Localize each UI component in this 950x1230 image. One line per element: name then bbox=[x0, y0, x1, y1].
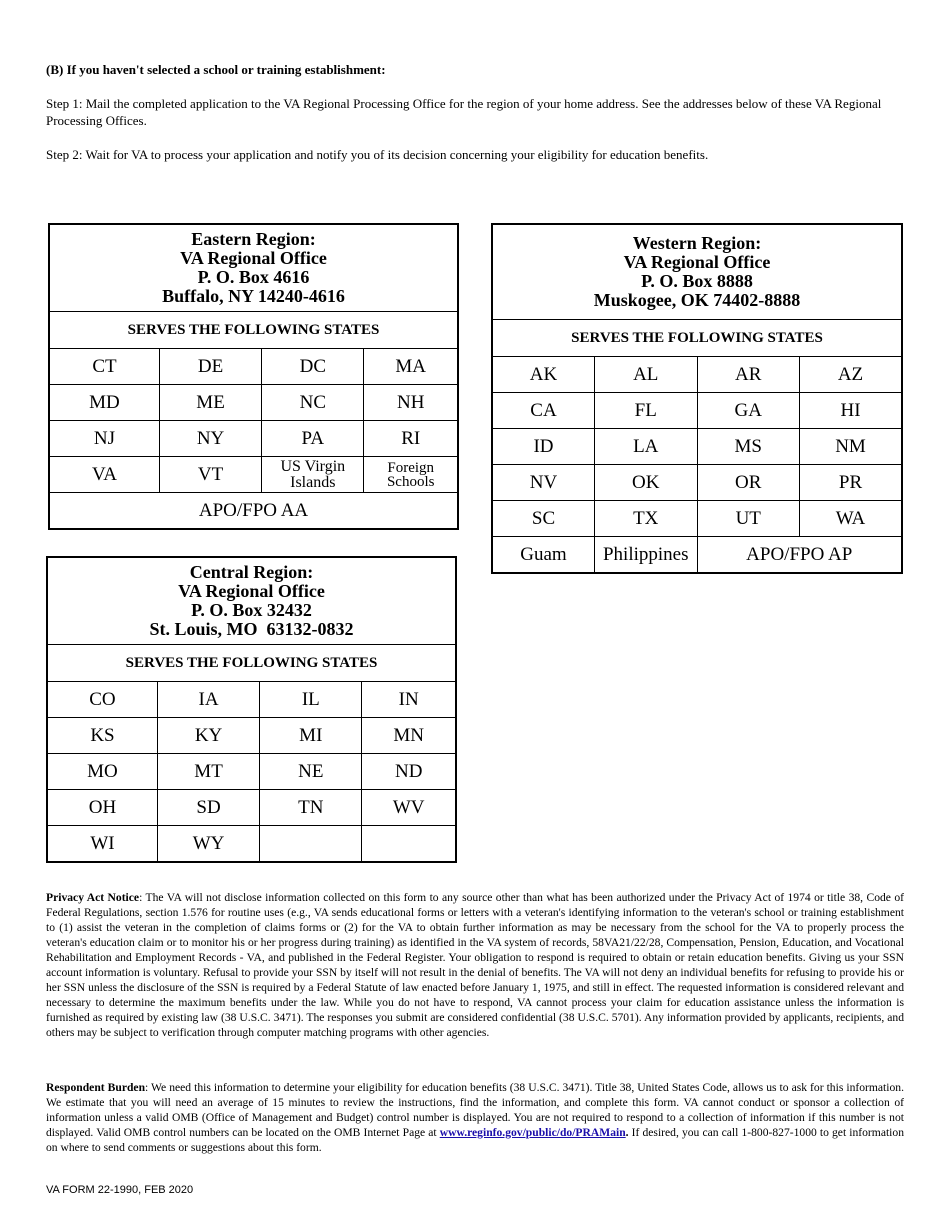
state-cell: CT bbox=[49, 349, 159, 385]
empty-cell bbox=[362, 826, 456, 863]
state-cell: NH bbox=[364, 385, 458, 421]
state-cell: NJ bbox=[49, 421, 159, 457]
city-state-zip: St. Louis, MO 63132-0832 bbox=[149, 619, 354, 639]
respondent-burden-text: : We need this information to determine your eligibility for education benefits (38 U.S.C. 3471). Title 38, United States Code, allows us to ask for this information. We estimate that you will need an average of 15 minutes to review the instructions, find the information, and complete this form. VA cannot conduct or sponsor a collection of information unless a valid OMB (Office of Management and Budget) control number is displayed. You are not required to respond to a collection of information if this number is not displayed. Valid OMB control numbers can be located on the OMB Internet Page at bbox=[46, 1081, 904, 1139]
state-cell: KS bbox=[47, 718, 157, 754]
state-cell: HI bbox=[800, 393, 903, 429]
state-cell: NM bbox=[800, 429, 903, 465]
state-cell: WV bbox=[362, 790, 456, 826]
eastern-region-table bbox=[48, 223, 459, 530]
omb-link[interactable]: www.reginfo.gov/public/do/PRAMain bbox=[439, 1126, 626, 1139]
office-name: VA Regional Office bbox=[180, 248, 327, 268]
privacy-notice-text: : The VA will not disclose information collected on this form to any source other than what has been authorized under the Privacy Act of 1974 or title 38, Code of Federal Regulations, section 1.576 for routine uses (e.g., VA sends educational forms or letters with a veteran's identifying information to the veteran's school or training establishment to (1) assist the veteran in the completion of claims forms or (2) for the VA to obtain further information as may be necessary from the school for the VA to properly process the veteran's education claim or to monitor his or her progress during training) as identified in the VA system of records, 58VA21/22/28, Compensation, Pension, Education, and Vocational Rehabilitation and Employment Records - VA, and published in the Federal Register. Your obligation to respond is required to obtain or retain education benefits. Giving us your SSN account information is voluntary. Refusal to provide your SSN by itself will not result in the denial of benefits. The VA will not deny an individual benefits for refusing to provide his or her SSN unless the disclosure of the SSN is required by a Federal Statute of law enacted before January 1, 1975, and still in effect. The requested information is considered relevant and necessary to determine the maximum benefits under the law. While you do not have to respond, VA cannot process your claim for education assistance unless the information is furnished as required by existing law (38 U.S.C. 3471). The responses you submit are considered confidential (38 U.S.C. 5701). Any information provided by applicants, recipients, and others may be subject to verification through computer matching programs with other agencies. bbox=[46, 891, 904, 1039]
state-cell: MT bbox=[157, 754, 259, 790]
po-box: P. O. Box 8888 bbox=[641, 271, 753, 291]
state-cell: GA bbox=[697, 393, 800, 429]
state-cell: MA bbox=[364, 349, 458, 385]
territory-cell: US Virgin Islands bbox=[262, 457, 364, 493]
state-cell: PA bbox=[262, 421, 364, 457]
region-name: Central Region: bbox=[189, 562, 314, 582]
state-cell: AL bbox=[595, 357, 698, 393]
city-state-zip: Buffalo, NY 14240-4616 bbox=[162, 286, 345, 306]
serves-states-label: SERVES THE FOLLOWING STATES bbox=[492, 320, 902, 357]
state-cell: OR bbox=[697, 465, 800, 501]
serves-states-label: SERVES THE FOLLOWING STATES bbox=[49, 312, 458, 349]
step-1-text: Step 1: Mail the completed application to the VA Regional Processing Office for the region of your home address. See the addresses below of these VA Regional Processing Offices. bbox=[46, 96, 882, 128]
state-cell: IN bbox=[362, 682, 456, 718]
state-cell: ID bbox=[492, 429, 595, 465]
po-box: P. O. Box 4616 bbox=[197, 267, 310, 287]
state-cell: MS bbox=[697, 429, 800, 465]
state-cell: KY bbox=[157, 718, 259, 754]
state-cell: NY bbox=[159, 421, 261, 457]
state-cell: NV bbox=[492, 465, 595, 501]
state-cell: AR bbox=[697, 357, 800, 393]
western-region-header bbox=[492, 224, 902, 320]
eastern-region-header bbox=[49, 224, 458, 312]
serves-states-label: SERVES THE FOLLOWING STATES bbox=[47, 645, 456, 682]
state-cell: IA bbox=[157, 682, 259, 718]
region-name: Eastern Region: bbox=[191, 229, 316, 249]
state-cell: AK bbox=[492, 357, 595, 393]
state-cell: TX bbox=[595, 501, 698, 537]
respondent-burden-title: Respondent Burden bbox=[46, 1081, 146, 1094]
apo-fpo-cell: APO/FPO AP bbox=[697, 537, 902, 574]
central-region-header bbox=[47, 557, 456, 645]
region-name: Western Region: bbox=[632, 233, 762, 253]
state-cell: OK bbox=[595, 465, 698, 501]
state-cell: MD bbox=[49, 385, 159, 421]
state-cell: MO bbox=[47, 754, 157, 790]
privacy-notice-title: Privacy Act Notice bbox=[46, 891, 140, 904]
link-suffix: . bbox=[625, 1126, 629, 1139]
state-cell: OH bbox=[47, 790, 157, 826]
state-cell: VT bbox=[159, 457, 261, 493]
instructions-heading: (B) If you haven't selected a school or training establishment: bbox=[46, 62, 386, 77]
city-state-zip: Muskogee, OK 74402-8888 bbox=[593, 290, 801, 310]
apo-fpo-cell: APO/FPO AA bbox=[49, 493, 458, 530]
foreign-schools-cell: Foreign Schools bbox=[364, 457, 458, 493]
state-cell: DE bbox=[159, 349, 261, 385]
state-cell: VA bbox=[49, 457, 159, 493]
privacy-act-notice bbox=[46, 890, 904, 1040]
state-cell: LA bbox=[595, 429, 698, 465]
state-cell: ND bbox=[362, 754, 456, 790]
respondent-burden-text-after: If desired, you can call 1-800-827-1000 to get information on where to send comments or suggestions about this form. bbox=[46, 1126, 904, 1154]
form-number-footer: VA FORM 22-1990, FEB 2020 bbox=[46, 1184, 194, 1196]
empty-cell bbox=[260, 826, 362, 863]
territory-cell: Philippines bbox=[595, 537, 698, 574]
state-cell: NE bbox=[260, 754, 362, 790]
po-box: P. O. Box 32432 bbox=[191, 600, 312, 620]
state-cell: FL bbox=[595, 393, 698, 429]
state-cell: WI bbox=[47, 826, 157, 863]
state-cell: DC bbox=[262, 349, 364, 385]
western-region-table bbox=[491, 223, 903, 574]
state-cell: AZ bbox=[800, 357, 903, 393]
state-cell: WA bbox=[800, 501, 903, 537]
office-name: VA Regional Office bbox=[178, 581, 325, 601]
state-cell: RI bbox=[364, 421, 458, 457]
state-cell: PR bbox=[800, 465, 903, 501]
respondent-burden-notice bbox=[46, 1080, 904, 1155]
state-cell: MI bbox=[260, 718, 362, 754]
state-cell: CA bbox=[492, 393, 595, 429]
state-cell: IL bbox=[260, 682, 362, 718]
state-cell: WY bbox=[157, 826, 259, 863]
state-cell: ME bbox=[159, 385, 261, 421]
state-cell: CO bbox=[47, 682, 157, 718]
state-cell: MN bbox=[362, 718, 456, 754]
state-cell: SD bbox=[157, 790, 259, 826]
state-cell: UT bbox=[697, 501, 800, 537]
office-name: VA Regional Office bbox=[623, 252, 771, 272]
central-region-table bbox=[46, 556, 457, 863]
state-cell: NC bbox=[262, 385, 364, 421]
territory-cell: Guam bbox=[492, 537, 595, 574]
step-2-text: Step 2: Wait for VA to process your application and notify you of its decision concerning your eligibility for education benefits. bbox=[46, 147, 709, 162]
state-cell: TN bbox=[260, 790, 362, 826]
state-cell: SC bbox=[492, 501, 595, 537]
